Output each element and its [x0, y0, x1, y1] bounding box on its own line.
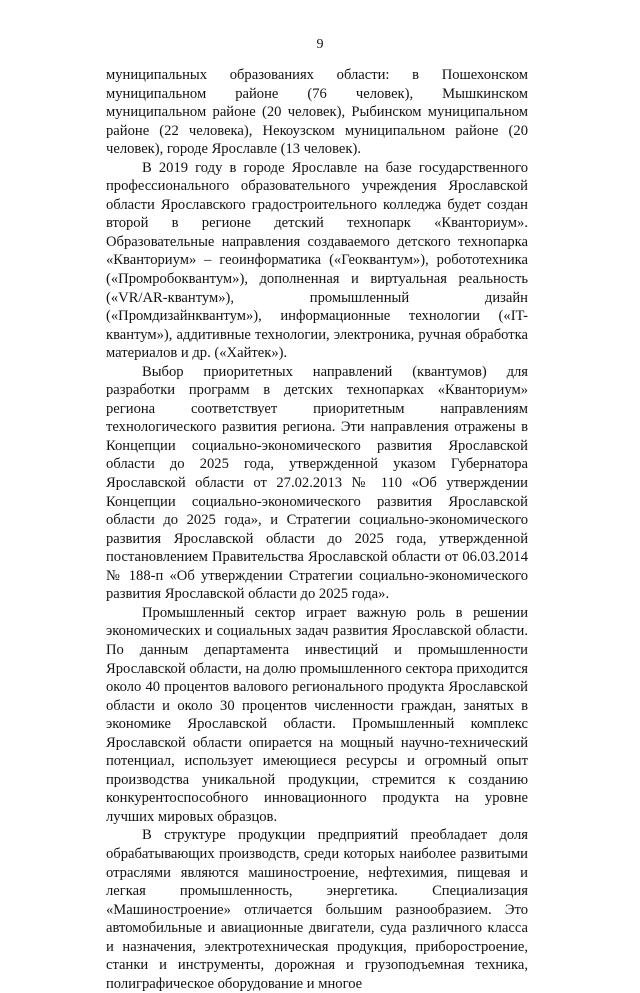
page-number: 9 — [316, 37, 324, 52]
paragraph-municipal-participants: муниципальных образованиях области: в Пошехонском муниципальном районе (76 человек), Мышкинском муниципальном районе (20 человек), Рыбинском муниципальном районе (22 человека), Некоузском муниципальном районе (20 человек), городе Ярославле (13 человек). — [106, 67, 528, 158]
paragraph-priority-directions: Выбор приоритетных направлений (квантумов) для разработки программ в детских технопарках «Кванториум» региона соответствует приоритетным направлениям технологического развития региона. Эти направления отражены в Концепции социально-экономического развития Ярославской области до 2025 года, утвержденной указом Губернатора Ярославской области от 27.02.2013 № 110 «Об утверждении Концепции социально-экономического развития Ярославской области до 2025 года», и Стратегии социально-экономического развития Ярославской области до 2025 года, утвержденной постановлением Правительства Ярославской области от 06.03.2014 № 188-п «Об утверждении Стратегии социально-экономического развития Ярославской области до 2025 года». — [106, 363, 528, 603]
paragraph-industrial-sector: Промышленный сектор играет важную роль в решении экономических и социальных задач развития Ярославской области. По данным департамента инвестиций и промышленности Ярославской области, на долю промышленного сектора приходится около 40 процентов валового регионального продукта Ярославской области и около 30 процентов численности граждан, занятых в экономике Ярославской области. Промышленный комплекс Ярославской области опирается на мощный научно-технический потенциал, использует имеющиеся ресурсы и огромный опыт производства уникальной продукции, стремится к созданию конкурентоспособного инновационного продукта на уровне лучших мировых образцов. — [106, 604, 528, 825]
paragraph-production-structure: В структуре продукции предприятий преобладает доля обрабатывающих производств, среди которых наиболее развитыми отраслями являются машиностроение, нефтехимия, пищевая и легкая промышленность, энергетика. Специализация «Машиностроение» отличается большим разнообразием. Это автомобильные и авиационные двигатели, суда различного класса и назначения, электротехническая продукция, приборостроение, станки и инструменты, дорожная и грузоподъемная техника, полиграфическое оборудование и многое — [106, 827, 528, 992]
paragraph-second-kvantorium: В 2019 году в городе Ярославле на базе государственного профессионального образовательного учреждения Ярославской области Ярославского градостроительного колледжа будет создан второй в регионе детский технопарк «Кванториум». Образовательные направления создаваемого детского технопарка «Кванториум» – геоинформатика («Геоквантум»), робототехника («Промробоквантум»), дополненная и виртуальная реальность («VR/AR-квантум»), промышленный дизайн («Промдизайнквантум»), информационные технологии («IT-квантум»), аддитивные технологии, электроника, ручная обработка материалов и др. («Хайтек»). — [106, 159, 528, 362]
document-body — [106, 66, 528, 993]
